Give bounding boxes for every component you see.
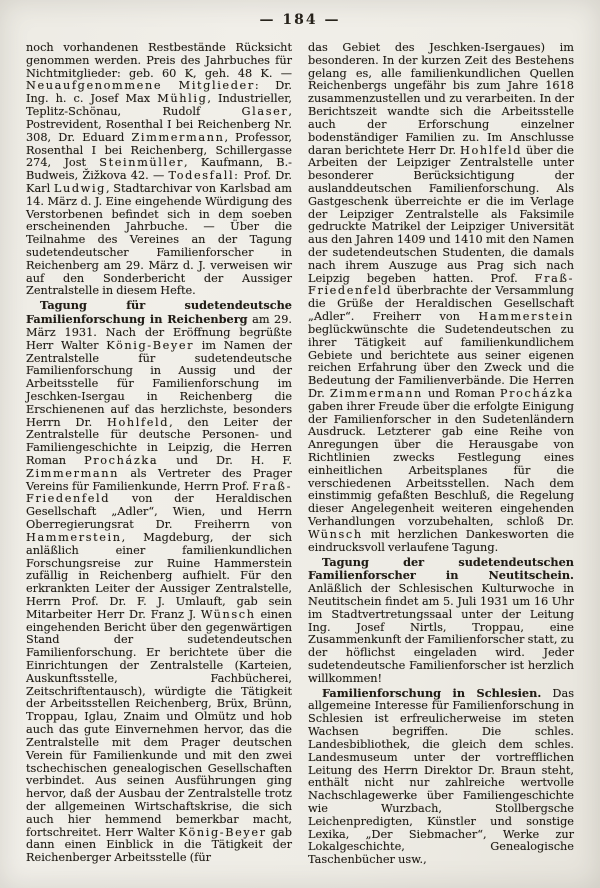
text-run: als Vertreter des Prager Vereins für Familienkunde, Herrn Prof.: [26, 466, 292, 493]
paragraph-tagung-reichenberg-continuation: [308, 42, 574, 555]
left-column: [26, 42, 292, 867]
text-run: von der Heraldischen Gesellschaft „Adler“, Wien, und Herrn Oberregierungsrat Dr. Freiherrn von: [26, 492, 292, 532]
text-run: Zimmermann: [329, 386, 423, 400]
text-run: , Industrieller, Teplitz-Schönau, Rudolf: [26, 92, 292, 119]
two-column-text-block: [0, 28, 600, 867]
text-run: Procházka: [84, 454, 159, 467]
text-run: das Gebiet des Jeschken-Isergaues) im besonderen. In der kurzen Zeit des Bestehens gelang es, alle familienkundlichen Quellen Reichenbergs ungefähr bis zum Jahre 1618 zusammenzustellen und zu verarbeiten. In der Berichtszeit wandte sich die Arbeitsstelle auch der Erforschung einzelner bodenständiger Familien zu. Im Anschlusse daran berichtete Herr Dr.: [308, 41, 574, 157]
text-run: und Roman: [422, 386, 500, 400]
paragraph-tagung-reichenberg: [26, 299, 292, 865]
text-run: gab dann einen Einblick in die Tätigkeit der Reichenberger Arbeitsstelle (für: [26, 825, 293, 865]
text-run: Zimmermann: [26, 466, 119, 480]
text-run: überbrachte der Versammlung die Grüße der Heraldischen Gesellschaft „Adler“. Freiherr von: [308, 284, 574, 324]
text-run: , Kaufmann, B.-Budweis, Žižkova 42. —: [26, 156, 292, 183]
page-number: — 184 —: [259, 12, 341, 28]
text-run: König-Beyer: [106, 338, 195, 352]
paragraph-club-news-continuation: [26, 42, 292, 298]
text-run: Hohlfeld: [460, 143, 523, 157]
text-run: beglückwünschte die Sudetendeutschen zu ihrer Tätigkeit auf familienkundlichem Gebiete und berichtete aus seiner eigenen reichen Erfahrung über den Zweck und die Bedeutung der Familienverbände. Die Herren Dr.: [308, 322, 574, 400]
text-run: Procházka: [499, 386, 574, 400]
paragraph-tagung-neutitschein: [308, 556, 574, 686]
text-run: Zimmermann: [131, 130, 225, 144]
text-run: im Namen der Zentralstelle für sudetendeutsche Familienforschung in Aussig und der Arbeitsstelle für Familienforschung im Jeschken-Isergau in Reichenberg die Erschienenen auf das herzlichste, besonders Herrn Dr.: [26, 338, 292, 429]
text-run: Glaser: [241, 105, 289, 119]
text-run: einen eingehenden Bericht über den gegenwärtigen Stand der sudetendeutschen Familienforschung. Er berichtete über die Einrichtungen der Zentralstelle (Karteien, Auskunftsstelle, Fachbücherei, Zeitschriftentausch), würdigte die Tätigkeit der Arbeitsstellen Reichenberg, Brüx, Brünn, Troppau, Iglau, Znaim und Olmütz und hob auch das gute Einvernehmen hervor, das die Zentralstelle mit dem Prager deutschen Verein für Familienkunde und mit den zwei tschechischen genealogischen Gesellschaften verbindet. Aus seinen Ausführungen ging hervor, daß der Ausbau der Zentralstelle trotz der allgemeinen Wirtschaftskrise, die sich auch hier hemmend bemerkbar macht, fortschreitet. Herr Walter: [26, 607, 292, 839]
text-run: , Magdeburg, der sich anläßlich einer familienkundlichen Forschungsreise zur Ruine Hammerstein zufällig in Reichenberg aufhielt. Für den erkrankten Leiter der Aussiger Zentralstelle, Herrn Prof. Dr. F. J. Umlauft, gab sein Mitarbeiter Herr Dr. Franz J.: [26, 530, 292, 621]
text-run: und Dr. H. F.: [158, 454, 292, 467]
text-run: Steinmüller: [99, 156, 185, 170]
text-run: noch vorhandenen Restbestände Rücksicht genommen werden. Preis des Jahrbuches für Nichtmitglieder: geb. 60 K, geh. 48 K. —: [26, 41, 292, 80]
inline-heading: Tagung der sudetendeutschen Familienforscher in Neutitschein.: [308, 554, 574, 583]
text-run: Hammerstein: [26, 530, 122, 544]
text-run: über die Arbeiten der Leipziger Zentralstelle unter besonderer Berücksichtigung der auslanddeutschen Familienforschung. Als Gastgeschenk überreichte er die im Verlage der Leipziger Zentralstelle als Faksimile gedruckte Matrikel der Leipziger Universität aus den Jahren 1409 und 1410 mit den Namen der sudetendeutschen Studenten, die damals nach ihrem Auszuge aus Prag sich nach Leipzig begeben hatten. Prof.: [308, 143, 574, 285]
text-run: Mühlig: [157, 92, 208, 106]
text-run: Ludwig: [53, 181, 106, 195]
text-run: Prof. Dr. Karl: [26, 169, 292, 195]
text-run: mit herzlichen Dankesworten die eindrucksvoll verlaufene Tagung.: [308, 527, 574, 554]
text-run: Fraß-Friedenfeld: [26, 479, 292, 506]
text-run: Anläßlich der Schlesischen Kulturwoche in Neutitschein findet am 5. Juli 1931 um 16 Uhr im Stadtvertretungssaal unter der Leitung Ing. Josef Nirtls, Troppau, eine Zusammenkunft der Familienforscher statt, zu der höflichst eingeladen wird. Jeder sudetendeutsche Familienforscher ist herzlich willkommen!: [308, 582, 574, 685]
paragraph-familienforschung-schlesien: [308, 687, 574, 867]
right-column: [308, 42, 574, 867]
text-run: , den Leiter der Zentralstelle für deutsche Personen- und Familiengeschichte in Leipzig, die Herren Roman: [26, 415, 292, 467]
text-run: Fraß-Friedenfeld: [308, 271, 574, 298]
text-run: , Professor, Rosenthal I bei Reichenberg, Schillergasse 274, Jost: [26, 130, 292, 170]
text-run: Todesfall:: [168, 169, 240, 183]
text-run: , Postrevident, Rosenthal I bei Reichenberg Nr. 308, Dr. Eduard: [26, 105, 292, 144]
text-run: Hohlfeld: [107, 415, 170, 429]
text-run: , Stadtarchivar von Karlsbad am 14. März d. J. Eine eingehende Würdigung des Verstorbenen befindet sich in dem soeben erscheinenden Jahrbuche. — Über die Teilnahme des Vereines an der Tagung sudetendeutscher Familienforscher in Reichenberg am 29. März d. J. verweisen wir auf den Sonderbericht der Aussiger Zentralstelle in diesem Hefte.: [26, 181, 292, 298]
inline-heading: Familienforschung in Schlesien.: [322, 685, 542, 700]
text-run: Wünsch: [200, 607, 256, 621]
text-run: Neuaufgenommene Mitglieder:: [26, 79, 261, 93]
text-run: Das allgemeine Interesse für Familienforschung in Schlesien ist erfreulicherweise im steten Wachsen begriffen. Die schles. Landesbibliothek, die gleich dem schles. Landesmuseum unter der vortrefflichen Leitung des Herrn Direktor Dr. Braun steht, enthält nicht nur zahlreiche wertvolle Nachschlagewerke über Familiengeschichte wie Wurzbach, Stollbergsche Leichenpredigten, Künstler und sonstige Lexika, „Der Siebmacher“, Werke zur Lokalgeschichte, Genealogische Taschenbücher usw.,: [308, 686, 574, 867]
text-run: Hammerstein: [478, 310, 574, 324]
text-run: König-Beyer: [178, 825, 267, 839]
text-run: Wünsch: [308, 527, 363, 541]
inline-heading: Tagung für sudetendeutsche Familienforschung in Reichenberg: [26, 298, 292, 327]
text-run: gaben ihrer Freude über die erfolgte Einigung der Familienforscher in den Sudetenländern Ausdruck. Letzterer gab eine Reihe von Anregungen über die Herausgabe von Richtlinien zwecks Festlegung eines einheitlichen Arbeitsplanes für die verschiedenen Arbeitsstellen. Nach dem einstimmig gefaßten Beschluß, die Regelung dieser Angelegenheit weiteren eingehenden Verhandlungen vorzubehalten, schloß Dr.: [308, 399, 574, 529]
text-run: Dr. Ing. h. c. Josef Max: [26, 79, 293, 106]
text-run: am 29. März 1931. Nach der Eröffnung begrüßte Herr Walter: [26, 313, 292, 352]
